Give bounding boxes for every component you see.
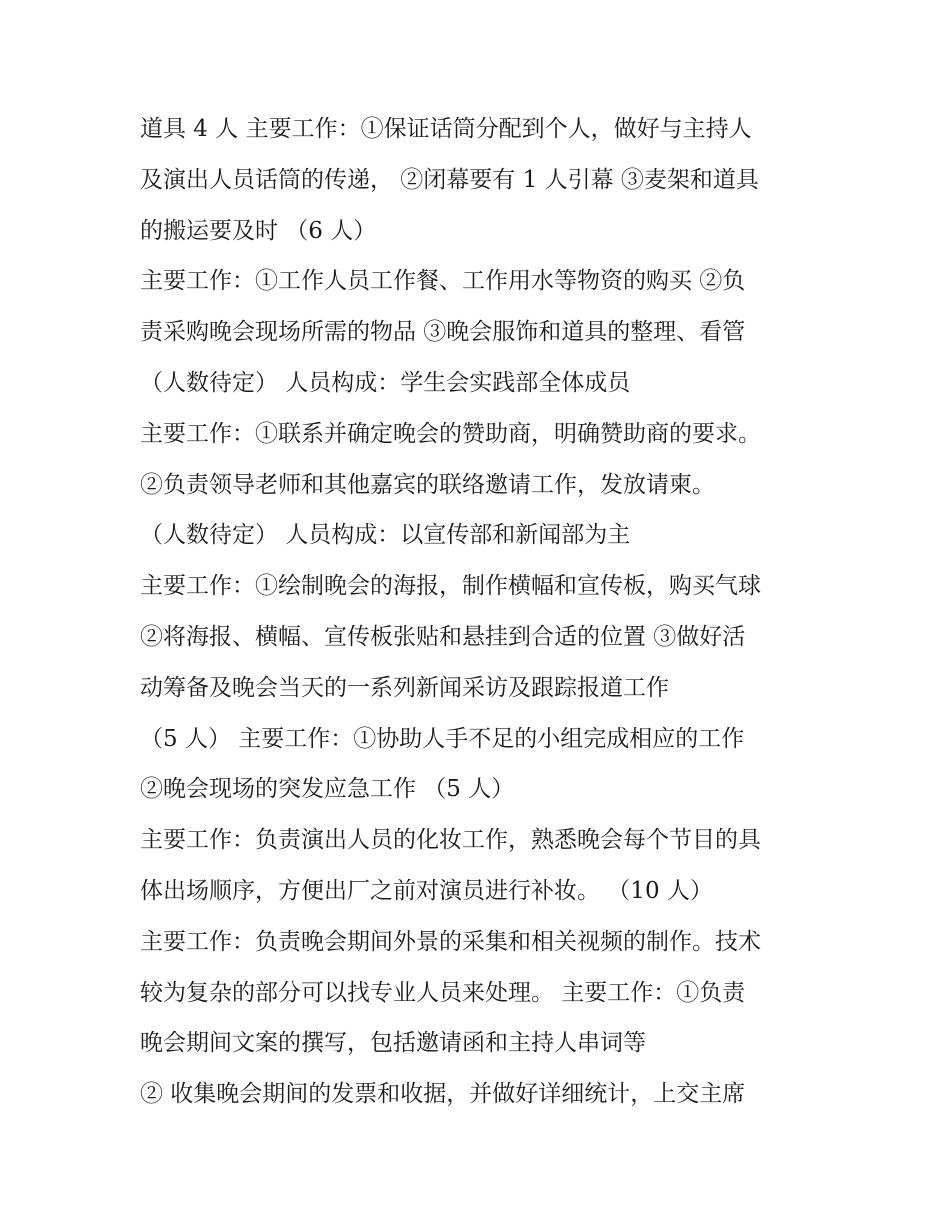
- text-line: 较为复杂的部分可以找专业人员来处理。 主要工作：①负责: [140, 979, 746, 1006]
- text-line: ②将海报、横幅、宣传板张贴和悬挂到合适的位置 ③做好活: [140, 623, 746, 650]
- text-line: 主要工作：①工作人员工作餐、工作用水等物资的购买 ②负: [140, 268, 746, 295]
- text-line: 主要工作：①联系并确定晚会的赞助商，明确赞助商的要求。: [140, 420, 761, 447]
- text-line: 动筹备及晚会当天的一系列新闻采访及跟踪报道工作: [140, 674, 669, 701]
- text-line: （人数待定） 人员构成：学生会实践部全体成员: [140, 369, 631, 396]
- text-line: 晚会期间文案的撰写，包括邀请函和主持人串词等: [140, 1030, 646, 1057]
- text-line: 及演出人员话筒的传递， ②闭幕要有 1 人引幕 ③麦架和道具: [140, 166, 759, 193]
- text-line: 主要工作：①绘制晚会的海报，制作横幅和宣传板，购买气球: [140, 573, 761, 600]
- body-text: [140, 104, 830, 1120]
- text-line: （5 人） 主要工作：①协助人手不足的小组完成相应的工作: [140, 725, 745, 752]
- text-line: 的搬运要及时 （6 人）: [140, 217, 377, 244]
- text-line: 主要工作：负责晚会期间外景的采集和相关视频的制作。技术: [140, 928, 761, 955]
- text-line: 道具 4 人 主要工作：①保证话筒分配到个人，做好与主持人: [140, 116, 752, 142]
- text-line: 主要工作：负责演出人员的化妆工作，熟悉晚会每个节目的具: [140, 827, 761, 854]
- text-line: ②晚会现场的突发应急工作 （5 人）: [140, 776, 515, 803]
- text-line: 责采购晚会现场所需的物品 ③晚会服饰和道具的整理、看管: [140, 319, 746, 346]
- text-line: ②负责领导老师和其他嘉宾的联络邀请工作，发放请柬。: [140, 471, 715, 498]
- text-line: ② 收集晚会期间的发票和收据，并做好详细统计，上交主席: [140, 1081, 746, 1108]
- text-line: 体出场顺序，方便出厂之前对演员进行补妆。 （10 人）: [140, 877, 713, 904]
- text-line: （人数待定） 人员构成：以宣传部和新闻部为主: [140, 522, 631, 549]
